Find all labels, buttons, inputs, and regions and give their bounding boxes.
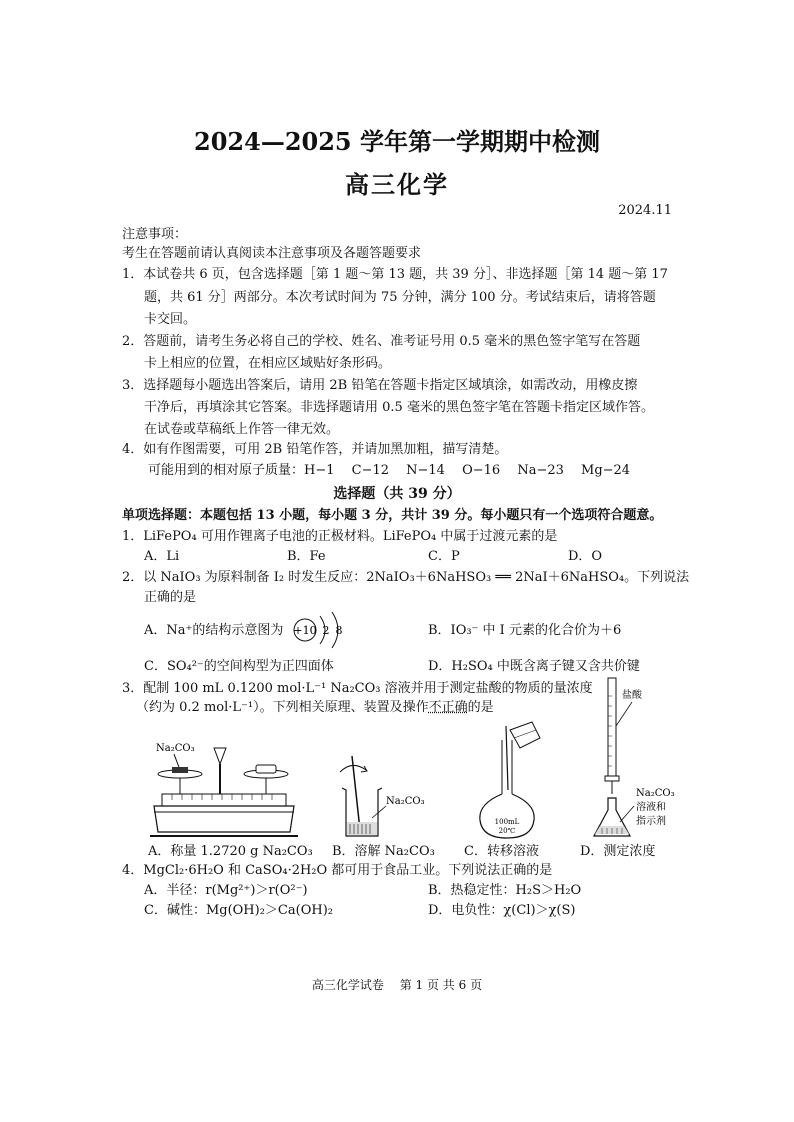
note-2-line-2: 卡上相应的位置，在相应区域贴好条形码。	[144, 356, 392, 371]
q3-stem-line-2	[136, 699, 494, 717]
page-title: 2024—2025 学年第一学期期中检测	[194, 127, 600, 156]
note-1-line-3: 卡交回。	[144, 312, 197, 327]
flask-temperature-label: 20℃	[498, 827, 516, 835]
q1-option-c: C．P	[428, 549, 460, 564]
q1-stem: 1．LiFePO₄ 可用作锂离子电池的正极材料。LiFePO₄ 中属于过渡元素的是	[122, 529, 558, 544]
note-2-line-1: 2．答题前，请考生务必将自己的学校、姓名、准考证号用 0.5 毫米的黑色签字笔写在答题	[122, 334, 641, 349]
q2-stem-line-2: 正确的是	[144, 590, 197, 605]
section-title: 选择题（共 39 分）	[333, 486, 461, 502]
beaker-figure	[330, 752, 440, 842]
sodium-ion-structure-diagram	[290, 608, 370, 652]
q2-option-c: C．SO₄²⁻的空间构型为正四面体	[144, 659, 334, 674]
q2-option-b: B．IO₃⁻ 中 I 元素的化合价为＋6	[428, 623, 622, 638]
notes-heading: 注意事项：	[122, 227, 188, 242]
q1-option-a: A．Li	[144, 549, 180, 564]
q3-stem-part-3: 的是	[467, 700, 494, 715]
page-subtitle: 高三化学	[345, 170, 449, 199]
note-4-line-1: 4．如有作图需要，可用 2B 铅笔作答，并请加黑加粗，描写清楚。	[122, 442, 508, 457]
burette-label: 盐酸	[622, 690, 642, 701]
note-3-line-2: 干净后，再填涂其它答案。非选择题请用 0.5 毫米的黑色签字笔在答题卡指定区域作答。	[144, 400, 654, 415]
exam-date: 2024.11	[618, 203, 672, 218]
q2-option-a: A．Na⁺的结构示意图为	[144, 623, 284, 638]
nucleus-charge: +10	[293, 624, 317, 637]
q4-option-c: C．碱性：Mg(OH)₂＞Ca(OH)₂	[144, 903, 333, 918]
q2-stem-line-1: 2．以 NaIO₃ 为原料制备 I₂ 时发生反应：2NaIO₃＋6NaHSO₃ ══ 2NaI＋6NaHSO₄。下列说法	[122, 570, 690, 585]
notes-intro: 考生在答题前请认真阅读本注意事项及各题答题要求	[122, 246, 422, 261]
conical-flask-label-line-2: 溶液和	[636, 802, 666, 813]
shell-1-electrons: 2	[322, 624, 330, 637]
conical-flask-label-line-1: Na₂CO₃	[636, 788, 675, 799]
q2-option-d: D．H₂SO₄ 中既含离子键又含共价键	[428, 659, 640, 674]
flask-volume-label: 100mL	[494, 818, 520, 826]
page-footer: 高三化学试卷 第 1 页 共 6 页	[311, 978, 483, 992]
q1-option-d: D．O	[568, 549, 603, 564]
conical-flask-label-line-3: 指示剂	[636, 816, 666, 827]
note-3-line-3: 在试卷或草稿纸上作答一律无效。	[144, 422, 340, 437]
beaker-chem-label: Na₂CO₃	[386, 796, 425, 807]
shell-2-electrons: 8	[335, 624, 343, 637]
q1-option-b: B．Fe	[287, 549, 326, 564]
balance-figure	[142, 736, 302, 842]
q3-caption-c: C．转移溶液	[464, 844, 539, 859]
q4-option-d: D．电负性：χ(Cl)＞χ(S)	[428, 903, 576, 918]
balance-chem-label: Na₂CO₃	[156, 743, 195, 754]
section-instruction: 单项选择题：本题包括 13 小题，每小题 3 分，共计 39 分。每小题只有一个选项符合题意。	[122, 508, 663, 523]
q3-caption-d: D．测定浓度	[580, 844, 656, 859]
note-1-line-2: 题，共 61 分］两部分。本次考试时间为 75 分钟，满分 100 分。考试结束后，请将答题	[144, 290, 656, 305]
q4-option-b: B．热稳定性：H₂S＞H₂O	[428, 883, 582, 898]
note-1-line-1: 1．本试卷共 6 页，包含选择题［第 1 题～第 13 题，共 39 分］、非选择题［第 14 题～第 17	[122, 267, 668, 282]
q3-caption-b: B．溶解 Na₂CO₃	[332, 844, 435, 859]
q3-stem-line-1: 3．配制 100 mL 0.1200 mol·L⁻¹ Na₂CO₃ 溶液并用于测定盐酸的物质的量浓度	[122, 681, 593, 696]
burette-titration-figure	[588, 676, 694, 842]
q3-stem-emphasis: 不正确	[428, 700, 468, 715]
note-3-line-1: 3．选择题每小题选出答案后，请用 2B 铅笔在答题卡指定区域填涂，如需改动，用橡皮擦	[122, 378, 638, 393]
q3-caption-a: A．称量 1.2720 g Na₂CO₃	[148, 844, 313, 859]
q4-stem: 4．MgCl₂·6H₂O 和 CaSO₄·2H₂O 都可用于食品工业。下列说法正确的是	[122, 863, 553, 878]
q4-option-a: A．半径：r(Mg²⁺)＞r(O²⁻)	[144, 883, 308, 898]
q3-stem-part-1: （约为 0.2 mol·L⁻¹）。下列相关原理、装置及操作	[136, 700, 429, 715]
atomic-masses: 可能用到的相对原子质量：H−1 C−12 N−14 O−16 Na−23 Mg−24	[148, 463, 631, 478]
volumetric-flask-figure	[474, 720, 554, 842]
